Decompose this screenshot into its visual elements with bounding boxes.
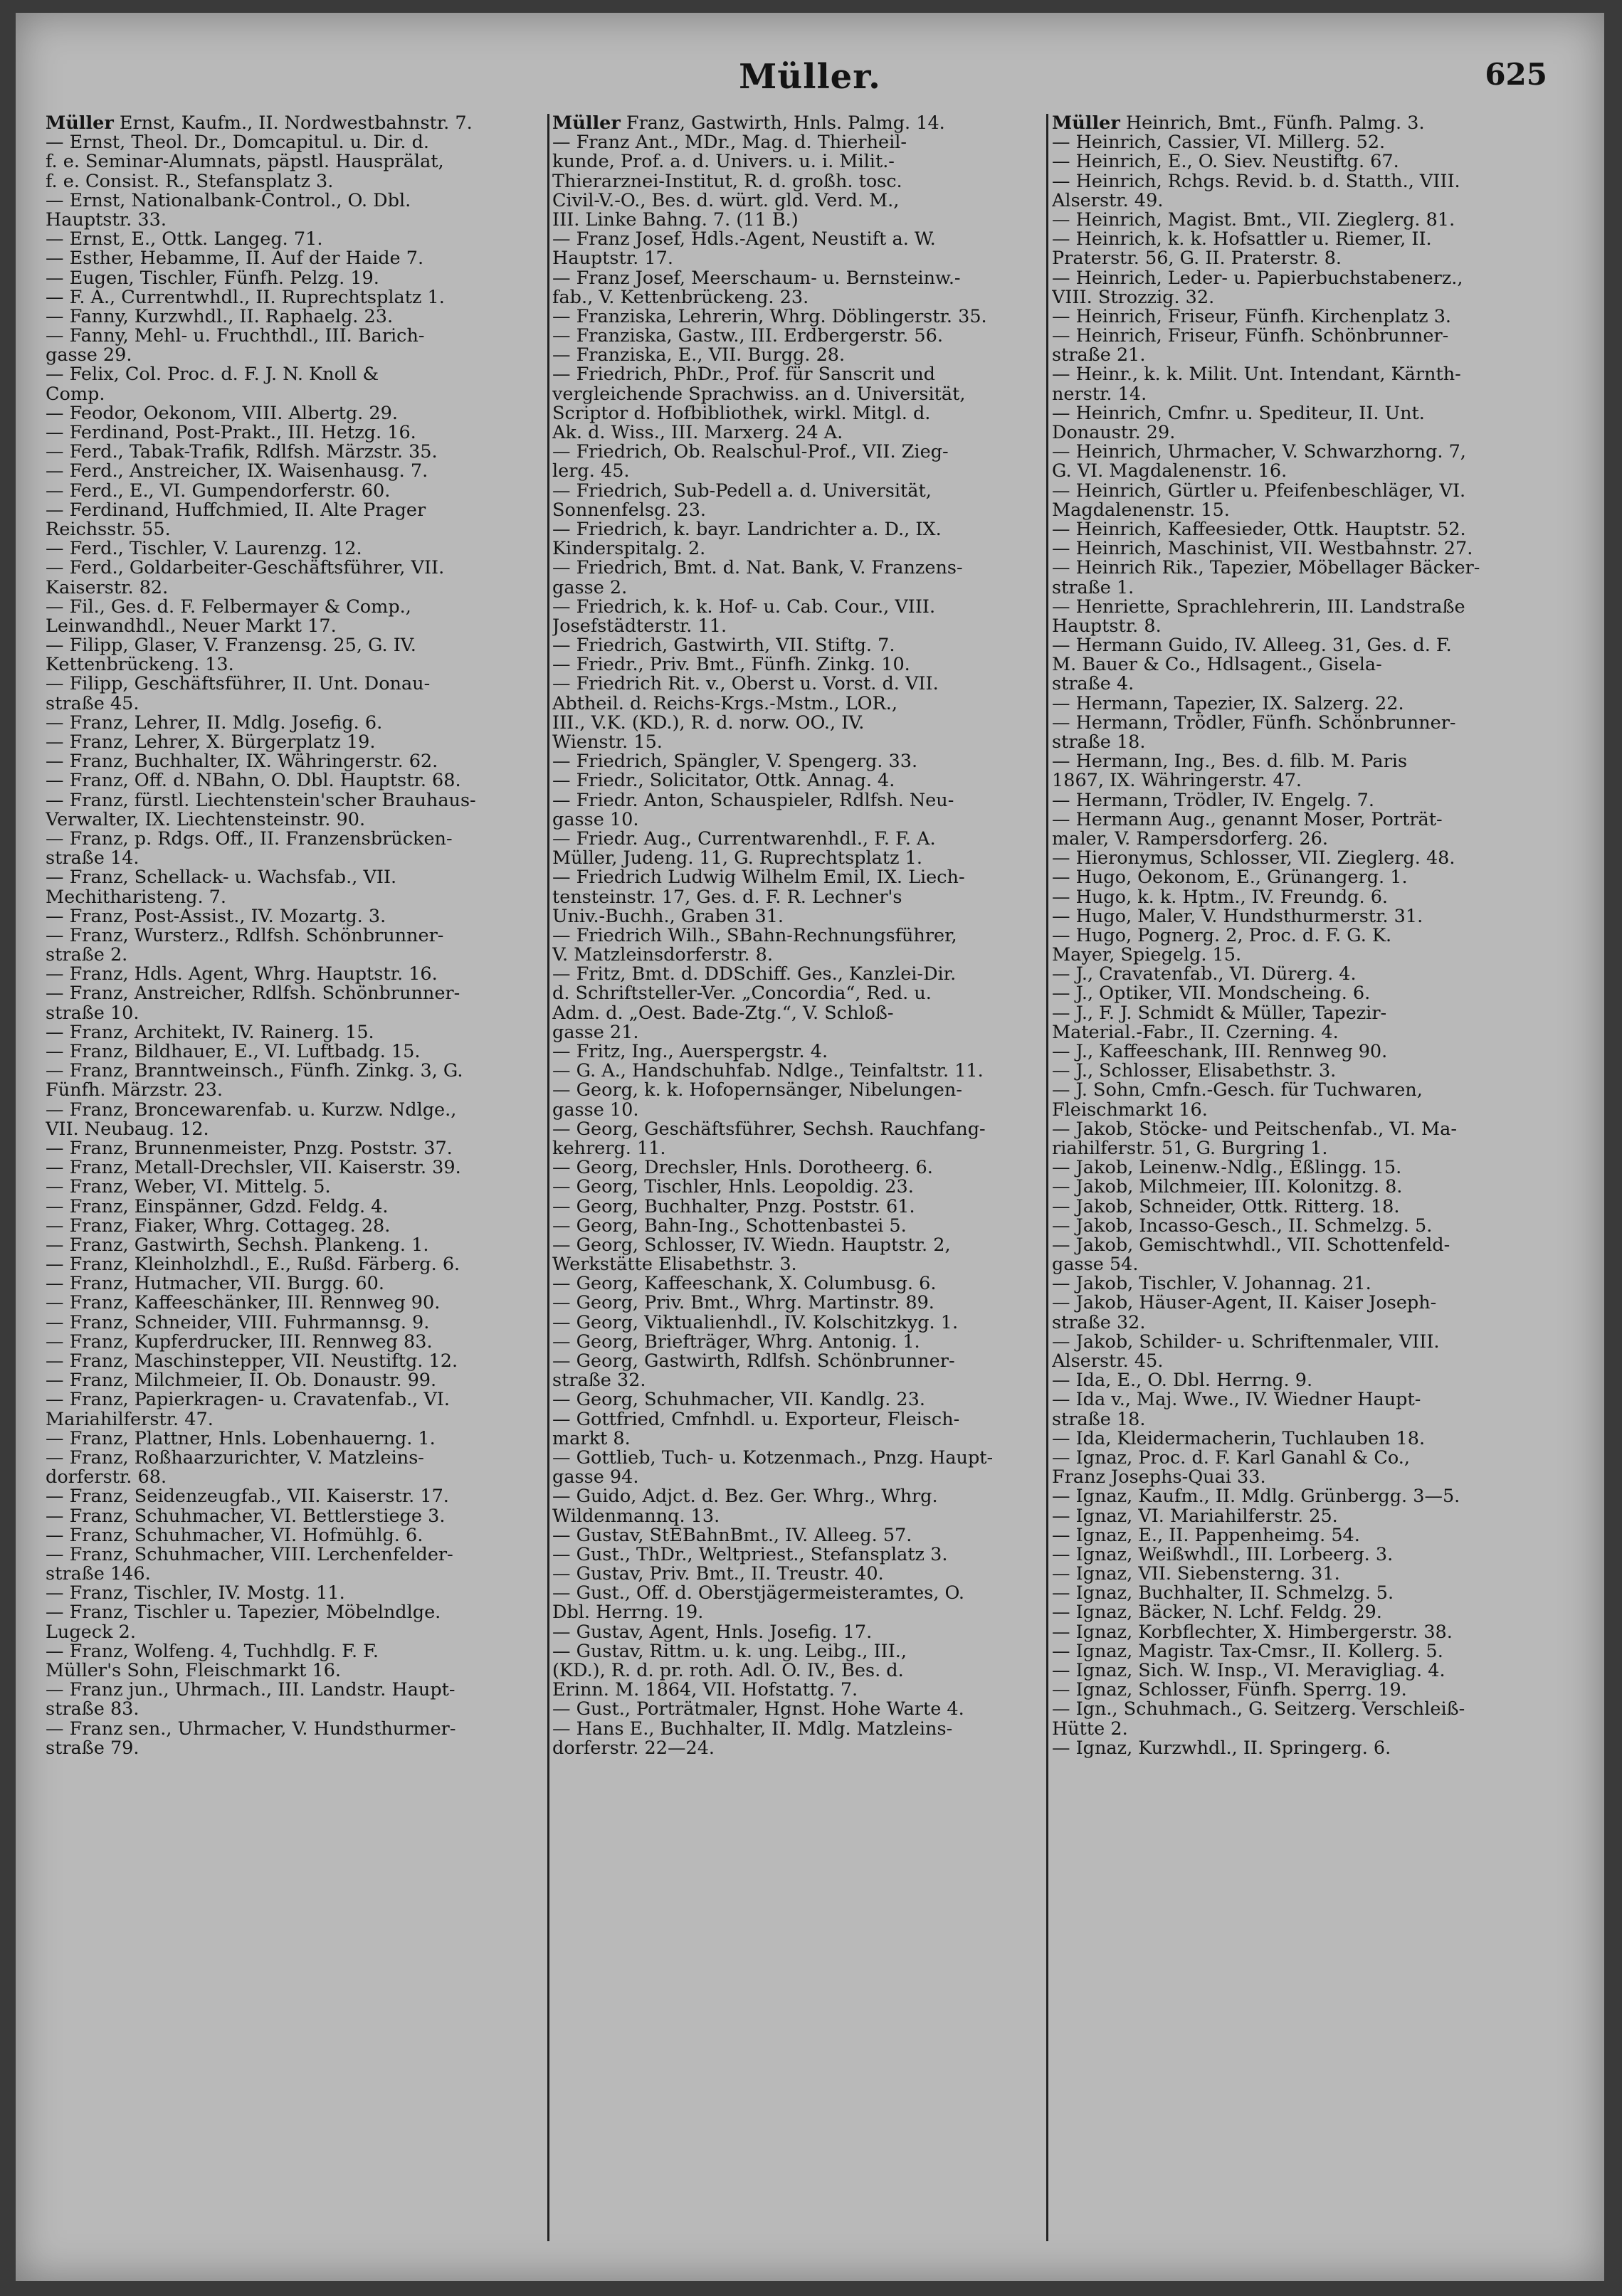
directory-entry-line: — Franziska, Lehrerin, Whrg. Döblingerstr. 35. [552, 307, 987, 327]
directory-entry-line: — Franz, Hutmacher, VII. Burgg. 60. [46, 1274, 384, 1294]
directory-entry-line: — Franz, Bildhauer, E., VI. Luftbadg. 15. [46, 1042, 421, 1062]
directory-entry-line: maler, V. Rampersdorferg. 26. [1052, 829, 1328, 850]
directory-entry-line: — Ida, Kleidermacherin, Tuchlauben 18. [1052, 1429, 1426, 1449]
directory-entry-line: gasse 21. [552, 1022, 639, 1042]
directory-entry-line: — Franz, Kleinholzhdl., E., Rußd. Färberg. 6. [46, 1255, 460, 1275]
directory-entry-line: Ak. d. Wiss., III. Marxerg. 24 A. [552, 423, 843, 443]
directory-entry-line: — Ignaz, Buchhalter, II. Schmelzg. 5. [1052, 1584, 1394, 1604]
directory-entry-line: — Jakob, Incasso-Gesch., II. Schmelzg. 5. [1052, 1216, 1433, 1236]
directory-entry-line: fab., V. Kettenbrückeng. 23. [552, 287, 809, 307]
directory-entry-line: — Heinr., k. k. Milit. Unt. Intendant, Kärnth- [1052, 365, 1461, 385]
directory-entry-line: straße 79. [46, 1738, 139, 1758]
directory-entry-line: Material.-Fabr., II. Czerning. 4. [1052, 1022, 1339, 1042]
directory-entry-line: kehrerg. 11. [552, 1138, 666, 1159]
directory-entry-line: — Gust., ThDr., Weltpriest., Stefansplatz 3. [552, 1545, 948, 1565]
directory-entry-line: straße 18. [1052, 733, 1146, 753]
directory-entry-line: — Felix, Col. Proc. d. F. J. N. Knoll & [46, 365, 379, 385]
directory-entry-line: — Hans E., Buchhalter, II. Mdlg. Matzleins- [552, 1719, 953, 1739]
directory-entry-line: — Ignaz, VII. Siebensterng. 31. [1052, 1565, 1340, 1585]
directory-entry-line: Hauptstr. 33. [46, 210, 167, 231]
directory-entry-line: — Ignaz, Bäcker, N. Lchf. Feldg. 29. [1052, 1603, 1382, 1623]
directory-entry-line: — Franz, Wolfeng. 4, Tuchhdlg. F. F. [46, 1641, 379, 1661]
directory-entry-line: — Georg, Priv. Bmt., Whrg. Martinstr. 89. [552, 1294, 934, 1313]
directory-entry-line: — Jakob, Leinenw.-Ndlg., Eßlingg. 15. [1052, 1158, 1402, 1178]
directory-entry-line: G. VI. Magdalenenstr. 16. [1052, 462, 1287, 482]
directory-entry-line: Magdalenenstr. 15. [1052, 500, 1230, 520]
directory-entry-line: Kettenbrückeng. 13. [46, 655, 234, 675]
directory-entry-line: — Friedr. Anton, Schauspieler, Rdlfsh. Neu- [552, 790, 954, 810]
directory-entry-line: — Heinrich, Leder- u. Papierbuchstabenerz., [1052, 268, 1463, 288]
directory-entry-line: — F. A., Currentwhdl., II. Ruprechtsplatz 1. [46, 287, 445, 307]
directory-entry-line: — Franziska, E., VII. Burgg. 28. [552, 346, 846, 366]
directory-entry-line: — Hugo, Maler, V. Hundsthurmerstr. 31. [1052, 906, 1423, 926]
directory-entry-line: — Franz, Brunnenmeister, Pnzg. Poststr. 37. [46, 1138, 453, 1159]
directory-entry-line: Müller Franz, Gastwirth, Hnls. Palmg. 14. [552, 114, 945, 134]
directory-entry-line: — Franz Josef, Meerschaum- u. Bernsteinw.- [552, 268, 961, 288]
directory-entry-line: M. Bauer & Co., Hdlsagent., Gisela- [1052, 655, 1382, 675]
directory-entry-line: — Heinrich, E., O. Siev. Neustiftg. 67. [1052, 152, 1399, 172]
directory-entry-line: — J., Optiker, VII. Mondscheing. 6. [1052, 984, 1371, 1004]
directory-entry-line: lerg. 45. [552, 462, 630, 482]
directory-entry-line: — Friedrich Wilh., SBahn-Rechnungsführer, [552, 926, 957, 946]
directory-entry-line: f. e. Consist. R., Stefansplatz 3. [46, 171, 334, 191]
directory-entry-line: — Filipp, Geschäftsführer, II. Unt. Donau- [46, 674, 431, 694]
directory-entry-line: — Friedrich, Spängler, V. Spengerg. 33. [552, 752, 918, 772]
directory-entry-line: straße 32. [1052, 1313, 1146, 1333]
directory-entry-line: — Franz, Fiaker, Whrg. Cottageg. 28. [46, 1216, 391, 1236]
directory-entry-line: — Hugo, Oekonom, E., Grünangerg. 1. [1052, 868, 1408, 888]
directory-entry-line: — Franz, Hdls. Agent, Whrg. Hauptstr. 16. [46, 965, 438, 985]
directory-entry-line: — Georg, Geschäftsführer, Sechsh. Rauchfang- [552, 1119, 986, 1139]
directory-entry-line: straße 1. [1052, 578, 1134, 598]
page-number: 625 [1485, 57, 1547, 92]
directory-entry-line: gasse 2. [552, 578, 628, 598]
directory-entry-line: — Friedrich, PhDr., Prof. für Sanscrit und [552, 365, 935, 385]
directory-entry-line: — Franz, Seidenzeugfab., VII. Kaiserstr. 17. [46, 1487, 449, 1507]
directory-entry-line: vergleichende Sprachwiss. an d. Universität, [552, 384, 966, 404]
directory-entry-line: — Franz Josef, Hdls.-Agent, Neustift a. W. [552, 230, 936, 250]
directory-entry-line: — Franz, Anstreicher, Rdlfsh. Schönbrunner- [46, 984, 460, 1004]
column-3 [1052, 114, 1552, 1758]
directory-entry-line: — Georg, Kaffeeschank, X. Columbusg. 6. [552, 1274, 937, 1294]
directory-entry-line: — Ferd., Anstreicher, IX. Waisenhausg. 7. [46, 462, 428, 482]
directory-entry-line: Civil-V.-O., Bes. d. würt. gld. Verd. M., [552, 191, 900, 211]
directory-entry-line: — Fritz, Ing., Auerspergstr. 4. [552, 1042, 828, 1062]
directory-entry-line: — Heinrich, Cassier, VI. Millerg. 52. [1052, 133, 1386, 153]
directory-entry-line: — Franz sen., Uhrmacher, V. Hundsthurmer- [46, 1719, 456, 1739]
directory-entry-line: — Fritz, Bmt. d. DDSchiff. Ges., Kanzlei-Dir. [552, 965, 957, 985]
directory-entry-line: — Ernst, E., Ottk. Langeg. 71. [46, 230, 323, 250]
directory-entry-line: — Heinrich, Maschinist, VII. Westbahnstr. 27. [1052, 539, 1473, 559]
directory-entry-line: — Georg, Tischler, Hnls. Leopoldig. 23. [552, 1178, 914, 1197]
directory-entry-line: Mayer, Spiegelg. 15. [1052, 946, 1242, 966]
running-head-title: Müller. [739, 57, 881, 97]
directory-entry-line: gasse 29. [46, 346, 132, 366]
directory-entry-line: — Franz, Maschinstepper, VII. Neustiftg. 12. [46, 1352, 458, 1372]
directory-entry-line: gasse 10. [552, 810, 639, 830]
directory-entry-line: — Gustav, Rittm. u. k. ung. Leibg., III., [552, 1641, 907, 1661]
directory-entry-line: — Esther, Hebamme, II. Auf der Haide 7. [46, 249, 424, 269]
directory-entry-line: — Heinrich, k. k. Hofsattler u. Riemer, II. [1052, 230, 1432, 250]
directory-entry-line: — Georg, Briefträger, Whrg. Antonig. 1. [552, 1332, 920, 1352]
directory-entry-line: gasse 10. [552, 1100, 639, 1120]
directory-entry-line: — Franz Ant., MDr., Mag. d. Thierheil- [552, 133, 907, 153]
directory-entry-line: — Franz, Kupferdrucker, III. Rennweg 83. [46, 1332, 433, 1352]
directory-entry-line: d. Schriftsteller-Ver. „Concordia“, Red. u. [552, 984, 932, 1004]
directory-entry-line: straße 14. [46, 849, 139, 869]
directory-entry-line: — Hermann, Trödler, Fünfh. Schönbrunner- [1052, 713, 1456, 733]
directory-entry-line: — Franz, Schellack- u. Wachsfab., VII. [46, 868, 397, 888]
directory-entry-line: Dbl. Herrng. 19. [552, 1603, 704, 1623]
directory-entry-line: V. Matzleinsdorferstr. 8. [552, 946, 773, 966]
directory-entry-line: f. e. Seminar-Alumnats, päpstl. Hausprälat, [46, 152, 444, 172]
directory-entry-line: Müller, Judeng. 11, G. Ruprechtsplatz 1. [552, 849, 922, 869]
directory-entry-line: — Jakob, Häuser-Agent, II. Kaiser Joseph- [1052, 1294, 1437, 1313]
directory-entry-line: — Franz, Off. d. NBahn, O. Dbl. Hauptstr. 68. [46, 771, 461, 791]
directory-entry-line: — Jakob, Schilder- u. Schriftenmaler, VIII. [1052, 1332, 1440, 1352]
directory-entry-line: — Franz jun., Uhrmach., III. Landstr. Haupt- [46, 1681, 455, 1700]
directory-entry-line: — Ignaz, E., II. Pappenheimg. 54. [1052, 1525, 1360, 1545]
directory-entry-line: gasse 94. [552, 1468, 639, 1488]
directory-entry-line: — Ferdinand, Huffchmied, II. Alte Prager [46, 500, 426, 520]
directory-entry-line: — Georg, Gastwirth, Rdlfsh. Schönbrunner- [552, 1352, 955, 1372]
directory-entry-line: — Friedrich, Bmt. d. Nat. Bank, V. Franzens- [552, 559, 963, 578]
directory-entry-line: Kaiserstr. 82. [46, 578, 169, 598]
directory-entry-line: — Georg, Bahn-Ing., Schottenbastei 5. [552, 1216, 907, 1236]
directory-entry-line: — J., F. J. Schmidt & Müller, Tapezir- [1052, 1003, 1387, 1023]
directory-entry-line: — Filipp, Glaser, V. Franzensg. 25, G. IV. [46, 636, 416, 656]
directory-entry-line: Alserstr. 45. [1052, 1352, 1164, 1372]
directory-entry-line: — Heinrich, Kaffeesieder, Ottk. Hauptstr. 52. [1052, 519, 1466, 540]
directory-entry-line: — Jakob, Milchmeier, III. Kolonitzg. 8. [1052, 1178, 1403, 1197]
directory-entry-line: — Ignaz, Kurzwhdl., II. Springerg. 6. [1052, 1738, 1391, 1758]
directory-entry-line: — Hugo, k. k. Hptm., IV. Freundg. 6. [1052, 887, 1389, 907]
directory-entry-line: — Guido, Adjct. d. Bez. Ger. Whrg., Whrg. [552, 1487, 938, 1507]
directory-entry-line: 1867, IX. Währingerstr. 47. [1052, 771, 1302, 791]
directory-entry-line: — Georg, Buchhalter, Pnzg. Poststr. 61. [552, 1197, 915, 1217]
directory-entry-line: — Hermann Guido, IV. Alleeg. 31, Ges. d. F. [1052, 636, 1452, 656]
directory-entry-line: — Fanny, Kurzwhdl., II. Raphaelg. 23. [46, 307, 394, 327]
directory-entry-line: — Franz, Weber, VI. Mittelg. 5. [46, 1178, 331, 1197]
directory-entry-line: — Georg, Viktualienhdl., IV. Kolschitzkyg. 1. [552, 1313, 959, 1333]
directory-page [16, 13, 1604, 2281]
directory-entry-line: — Heinrich, Friseur, Fünfh. Schönbrunner- [1052, 327, 1449, 346]
directory-entry-line: dorferstr. 68. [46, 1468, 167, 1488]
directory-entry-line: — Franz, Lehrer, X. Bürgerplatz 19. [46, 733, 376, 753]
directory-entry-line: Mariahilferstr. 47. [46, 1409, 214, 1429]
directory-entry-line: straße 146. [46, 1565, 151, 1585]
directory-entry-line: markt 8. [552, 1429, 631, 1449]
directory-entry-line: Josefstädterstr. 11. [552, 616, 727, 637]
directory-entry-line: Hauptstr. 8. [1052, 616, 1162, 637]
directory-entry-line: Werkstätte Elisabethstr. 3. [552, 1255, 797, 1275]
directory-entry-line: — Ignaz, VI. Mariahilferstr. 25. [1052, 1506, 1338, 1526]
directory-entry-line: — Jakob, Schneider, Ottk. Ritterg. 18. [1052, 1197, 1400, 1217]
directory-entry-line: Alserstr. 49. [1052, 191, 1164, 211]
directory-entry-line: Verwalter, IX. Liechtensteinstr. 90. [46, 810, 366, 830]
directory-entry-line: straße 32. [552, 1371, 646, 1391]
directory-entry-line: — Hugo, Pognerg. 2, Proc. d. F. G. K. [1052, 926, 1392, 946]
directory-entry-line: — Hermann Aug., genannt Moser, Porträt- [1052, 810, 1443, 830]
directory-entry-line: — Ida, E., O. Dbl. Herrng. 9. [1052, 1371, 1313, 1391]
directory-entry-line: — Franz, Milchmeier, II. Ob. Donaustr. 99. [46, 1371, 437, 1391]
directory-entry-line: — Ferd., Tabak-Trafik, Rdlfsh. Märzstr. 35. [46, 443, 438, 462]
directory-entry-line: — Jakob, Tischler, V. Johannag. 21. [1052, 1274, 1371, 1294]
directory-entry-line: — Fil., Ges. d. F. Felbermayer & Comp., [46, 597, 411, 617]
directory-entry-line: — Franz, Roßhaarzurichter, V. Matzleins- [46, 1448, 424, 1469]
directory-entry-line: kunde, Prof. a. d. Univers. u. i. Milit.- [552, 152, 895, 172]
directory-entry-line: — J., Cravatenfab., VI. Dürerg. 4. [1052, 965, 1357, 985]
directory-entry-line: Adm. d. „Oest. Bade-Ztg.“, V. Schloß- [552, 1003, 894, 1023]
directory-entry-line: — Feodor, Oekonom, VIII. Albertg. 29. [46, 403, 398, 423]
directory-entry-line: — Gustav, Agent, Hnls. Josefig. 17. [552, 1622, 873, 1642]
directory-entry-line: Hütte 2. [1052, 1719, 1128, 1739]
directory-entry-line: straße 4. [1052, 674, 1134, 694]
directory-entry-line: — Franz, Schneider, VIII. Fuhrmannsg. 9. [46, 1313, 430, 1333]
directory-entry-line: — Heinrich, Gürtler u. Pfeifenbeschläger, VI. [1052, 481, 1466, 501]
directory-entry-line: — Franz, Tischler u. Tapezier, Möbelndlge. [46, 1603, 441, 1623]
directory-entry-line: straße 45. [46, 694, 139, 714]
column-2 [552, 114, 1043, 1758]
directory-entry-line: — Ferd., E., VI. Gumpendorferstr. 60. [46, 481, 391, 501]
directory-entry-line: — Georg, Schlosser, IV. Wiedn. Hauptstr. 2, [552, 1235, 951, 1256]
directory-entry-line: — Franz, Architekt, IV. Rainerg. 15. [46, 1022, 374, 1042]
directory-entry-line: — Gottfried, Cmfnhdl. u. Exporteur, Fleisch- [552, 1409, 960, 1429]
directory-entry-line: riahilferstr. 51, G. Burgring 1. [1052, 1138, 1328, 1159]
directory-entry-line: Scriptor d. Hofbibliothek, wirkl. Mitgl. d. [552, 403, 931, 423]
directory-entry-line: Donaustr. 29. [1052, 423, 1176, 443]
directory-entry-line: Wienstr. 15. [552, 733, 663, 753]
directory-entry-line: — Franz, Plattner, Hnls. Lobenhauerng. 1. [46, 1429, 436, 1449]
directory-entry-line: — J., Kaffeeschank, III. Rennweg 90. [1052, 1042, 1388, 1062]
directory-entry-line: — Friedrich, Gastwirth, VII. Stiftg. 7. [552, 636, 895, 656]
directory-entry-line: — Friedrich, k. k. Hof- u. Cab. Cour., VIII. [552, 597, 936, 617]
directory-entry-line: Fleischmarkt 16. [1052, 1100, 1208, 1120]
directory-entry-line: Müller Ernst, Kaufm., II. Nordwestbahnstr. 7. [46, 114, 473, 134]
directory-entry-line: Erinn. M. 1864, VII. Hofstattg. 7. [552, 1681, 858, 1700]
directory-entry-line: — Gustav, Priv. Bmt., II. Treustr. 40. [552, 1565, 884, 1585]
directory-entry-line: dorferstr. 22—24. [552, 1738, 715, 1758]
directory-entry-line: — Franz, Einspänner, Gdzd. Feldg. 4. [46, 1197, 389, 1217]
directory-entry-line: — Fanny, Mehl- u. Fruchthdl., III. Barich- [46, 327, 425, 346]
directory-entry-line: — Ignaz, Magistr. Tax-Cmsr., II. Kollerg. 5. [1052, 1641, 1443, 1661]
directory-entry-line: — Ernst, Theol. Dr., Domcapitul. u. Dir. d. [46, 133, 430, 153]
directory-entry-line: — Henriette, Sprachlehrerin, III. Landstraße [1052, 597, 1465, 617]
directory-entry-line: — Franz, Tischler, IV. Mostg. 11. [46, 1584, 345, 1604]
directory-entry-line: — Franziska, Gastw., III. Erdbergerstr. 56. [552, 327, 943, 346]
page-header [16, 57, 1604, 107]
directory-entry-line: — Friedrich, k. bayr. Landrichter a. D., IX. [552, 519, 942, 540]
directory-entry-line: — Georg, Schuhmacher, VII. Kandlg. 23. [552, 1390, 925, 1410]
directory-entry-line: — Franz, Gastwirth, Sechsh. Plankeng. 1. [46, 1235, 429, 1256]
directory-entry-line: — Heinrich, Magist. Bmt., VII. Zieglerg. 81. [1052, 210, 1455, 231]
directory-entry-line: — J., Schlosser, Elisabethstr. 3. [1052, 1062, 1337, 1081]
directory-entry-line: — Friedr., Solicitator, Ottk. Annag. 4. [552, 771, 895, 791]
directory-entry-line: Comp. [46, 384, 105, 404]
directory-entry-line: — Friedrich, Sub-Pedell a. d. Universität, [552, 481, 932, 501]
directory-entry-line: — Franz, Schuhmacher, VIII. Lerchenfelder- [46, 1545, 453, 1565]
directory-entry-line: — Friedrich Ludwig Wilhelm Emil, IX. Liech- [552, 868, 965, 888]
directory-entry-line: — Franz, Buchhalter, IX. Währingerstr. 62. [46, 752, 438, 772]
directory-entry-line: — Hermann, Trödler, IV. Engelg. 7. [1052, 790, 1374, 810]
directory-entry-line: — Franz, Papierkragen- u. Cravatenfab., VI. [46, 1390, 450, 1410]
directory-entry-line: Fünfh. Märzstr. 23. [46, 1081, 223, 1101]
directory-entry-line: VIII. Strozzig. 32. [1052, 287, 1215, 307]
directory-entry-line: — Friedr. Aug., Currentwarenhdl., F. F. A. [552, 829, 936, 850]
directory-entry-line: straße 83. [46, 1700, 139, 1720]
directory-entry-line: — Heinrich Rik., Tapezier, Möbellager Bäcker- [1052, 559, 1480, 578]
directory-entry-line: — Friedrich Rit. v., Oberst u. Vorst. d. VII. [552, 674, 939, 694]
directory-entry-line: Leinwandhdl., Neuer Markt 17. [46, 616, 337, 637]
directory-entry-line: Müller Heinrich, Bmt., Fünfh. Palmg. 3. [1052, 114, 1425, 134]
directory-entry-line: — Ignaz, Korbflechter, X. Himbergerstr. 38. [1052, 1622, 1453, 1642]
directory-entry-line: — Georg, Drechsler, Hnls. Dorotheerg. 6. [552, 1158, 933, 1178]
directory-entry-line: — Hermann, Ing., Bes. d. filb. M. Paris [1052, 752, 1408, 772]
directory-entry-line: — Hieronymus, Schlosser, VII. Zieglerg. 48. [1052, 849, 1455, 869]
directory-entry-line: — Franz, Branntweinsch., Fünfh. Zinkg. 3, G. [46, 1062, 463, 1081]
directory-entry-line: — Heinrich, Cmfnr. u. Spediteur, II. Unt. [1052, 403, 1425, 423]
directory-entry-line: — Eugen, Tischler, Fünfh. Pelzg. 19. [46, 268, 379, 288]
directory-entry-line: — Gustav, StEBahnBmt., IV. Alleeg. 57. [552, 1525, 912, 1545]
directory-entry-line: Univ.-Buchh., Graben 31. [552, 906, 784, 926]
directory-entry-line: — Ferd., Tischler, V. Laurenzg. 12. [46, 539, 362, 559]
column-rule-right [1046, 114, 1048, 2241]
directory-entry-line: straße 18. [1052, 1409, 1146, 1429]
directory-entry-line: — Ida v., Maj. Wwe., IV. Wiedner Haupt- [1052, 1390, 1421, 1410]
directory-entry-line: — Heinrich, Uhrmacher, V. Schwarzhorng. 7, [1052, 443, 1466, 462]
directory-entry-line: — Franz, Post-Assist., IV. Mozartg. 3. [46, 906, 386, 926]
directory-entry-line: — Ignaz, Sich. W. Insp., VI. Meravigliag. 4. [1052, 1661, 1445, 1681]
directory-entry-line: — J. Sohn, Cmfn.-Gesch. für Tuchwaren, [1052, 1081, 1423, 1101]
directory-entry-line: (KD.), R. d. pr. roth. Adl. O. IV., Bes. d. [552, 1661, 904, 1681]
directory-entry-line: — Franz, Schuhmacher, VI. Hofmühlg. 6. [46, 1525, 423, 1545]
directory-entry-line: — Gottlieb, Tuch- u. Kotzenmach., Pnzg. Haupt- [552, 1448, 994, 1469]
directory-entry-line: Hauptstr. 17. [552, 249, 673, 269]
directory-entry-line: — Ernst, Nationalbank-Control., O. Dbl. [46, 191, 411, 211]
directory-entry-line: — Ignaz, Schlosser, Fünfh. Sperrg. 19. [1052, 1681, 1407, 1700]
directory-entry-line: Franz Josephs-Quai 33. [1052, 1468, 1266, 1488]
directory-entry-line: straße 10. [46, 1003, 139, 1023]
directory-entry-line: Kinderspitalg. 2. [552, 539, 706, 559]
directory-entry-line: — Franz, Broncewarenfab. u. Kurzw. Ndlge., [46, 1100, 457, 1120]
directory-entry-line: Praterstr. 56, G. II. Praterstr. 8. [1052, 249, 1342, 269]
column-1 [46, 114, 545, 1758]
directory-entry-line: Sonnenfelsg. 23. [552, 500, 707, 520]
directory-entry-line: straße 2. [46, 946, 128, 966]
directory-entry-line: Mechitharisteng. 7. [46, 887, 226, 907]
directory-entry-line: straße 21. [1052, 346, 1146, 366]
directory-entry-line: — Georg, k. k. Hofopernsänger, Nibelungen- [552, 1081, 962, 1101]
directory-entry-line: Reichsstr. 55. [46, 519, 171, 540]
directory-entry-line: Wildenmannq. 13. [552, 1506, 720, 1526]
directory-entry-line: — Friedr., Priv. Bmt., Fünfh. Zinkg. 10. [552, 655, 910, 675]
directory-entry-line: — Franz, fürstl. Liechtenstein'scher Brauhaus- [46, 790, 476, 810]
directory-entry-line: — Hermann, Tapezier, IX. Salzerg. 22. [1052, 694, 1404, 714]
directory-entry-line: — Franz, Wursterz., Rdlfsh. Schönbrunner- [46, 926, 444, 946]
directory-entry-line: — Franz, Metall-Drechsler, VII. Kaiserstr. 39. [46, 1158, 461, 1178]
directory-entry-line: III. Linke Bahng. 7. (11 B.) [552, 210, 799, 231]
directory-entry-line: — G. A., Handschuhfab. Ndlge., Teinfaltstr. 11. [552, 1062, 984, 1081]
directory-entry-line: — Ignaz, Proc. d. F. Karl Ganahl & Co., [1052, 1448, 1410, 1469]
directory-entry-line: — Gust., Off. d. Oberstjägermeisteramtes, O. [552, 1584, 965, 1604]
directory-entry-line: — Jakob, Stöcke- und Peitschenfab., VI. Ma- [1052, 1119, 1457, 1139]
directory-entry-line: Thierarznei-Institut, R. d. großh. tosc. [552, 171, 902, 191]
directory-entry-line: — Heinrich, Rchgs. Revid. b. d. Statth., VIII. [1052, 171, 1460, 191]
directory-entry-line: Müller's Sohn, Fleischmarkt 16. [46, 1661, 342, 1681]
directory-entry-line: gasse 54. [1052, 1255, 1139, 1275]
directory-entry-line: — Ignaz, Kaufm., II. Mdlg. Grünbergg. 3—5. [1052, 1487, 1460, 1507]
directory-entry-line: — Ferd., Goldarbeiter-Geschäftsführer, VII. [46, 559, 445, 578]
directory-entry-line: tensteinstr. 17, Ges. d. F. R. Lechner's [552, 887, 902, 907]
directory-entry-line: — Friedrich, Ob. Realschul-Prof., VII. Zieg- [552, 443, 949, 462]
directory-entry-line: — Franz, Lehrer, II. Mdlg. Josefig. 6. [46, 713, 383, 733]
directory-entry-line: — Franz, Kaffeeschänker, III. Rennweg 90. [46, 1294, 441, 1313]
directory-entry-line: Lugeck 2. [46, 1622, 136, 1642]
directory-entry-line: — Franz, Schuhmacher, VI. Bettlerstiege 3. [46, 1506, 446, 1526]
directory-entry-line: — Jakob, Gemischtwhdl., VII. Schottenfeld- [1052, 1235, 1450, 1256]
directory-entry-line: nerstr. 14. [1052, 384, 1147, 404]
directory-entry-line: — Heinrich, Friseur, Fünfh. Kirchenplatz 3. [1052, 307, 1452, 327]
directory-entry-line: — Gust., Porträtmaler, Hgnst. Hohe Warte 4. [552, 1700, 964, 1720]
directory-entry-line: Abtheil. d. Reichs-Krgs.-Mstm., LOR., [552, 694, 897, 714]
directory-entry-line: — Ignaz, Weißwhdl., III. Lorbeerg. 3. [1052, 1545, 1394, 1565]
directory-entry-line: — Franz, p. Rdgs. Off., II. Franzensbrücken- [46, 829, 453, 850]
column-rule-left [547, 114, 549, 2241]
directory-entry-line: — Ferdinand, Post-Prakt., III. Hetzg. 16. [46, 423, 416, 443]
directory-entry-line: VII. Neubaug. 12. [46, 1119, 209, 1139]
directory-entry-line: — Ign., Schuhmach., G. Seitzerg. Verschleiß- [1052, 1700, 1465, 1720]
directory-entry-line: III., V.K. (KD.), R. d. norw. OO., IV. [552, 713, 865, 733]
